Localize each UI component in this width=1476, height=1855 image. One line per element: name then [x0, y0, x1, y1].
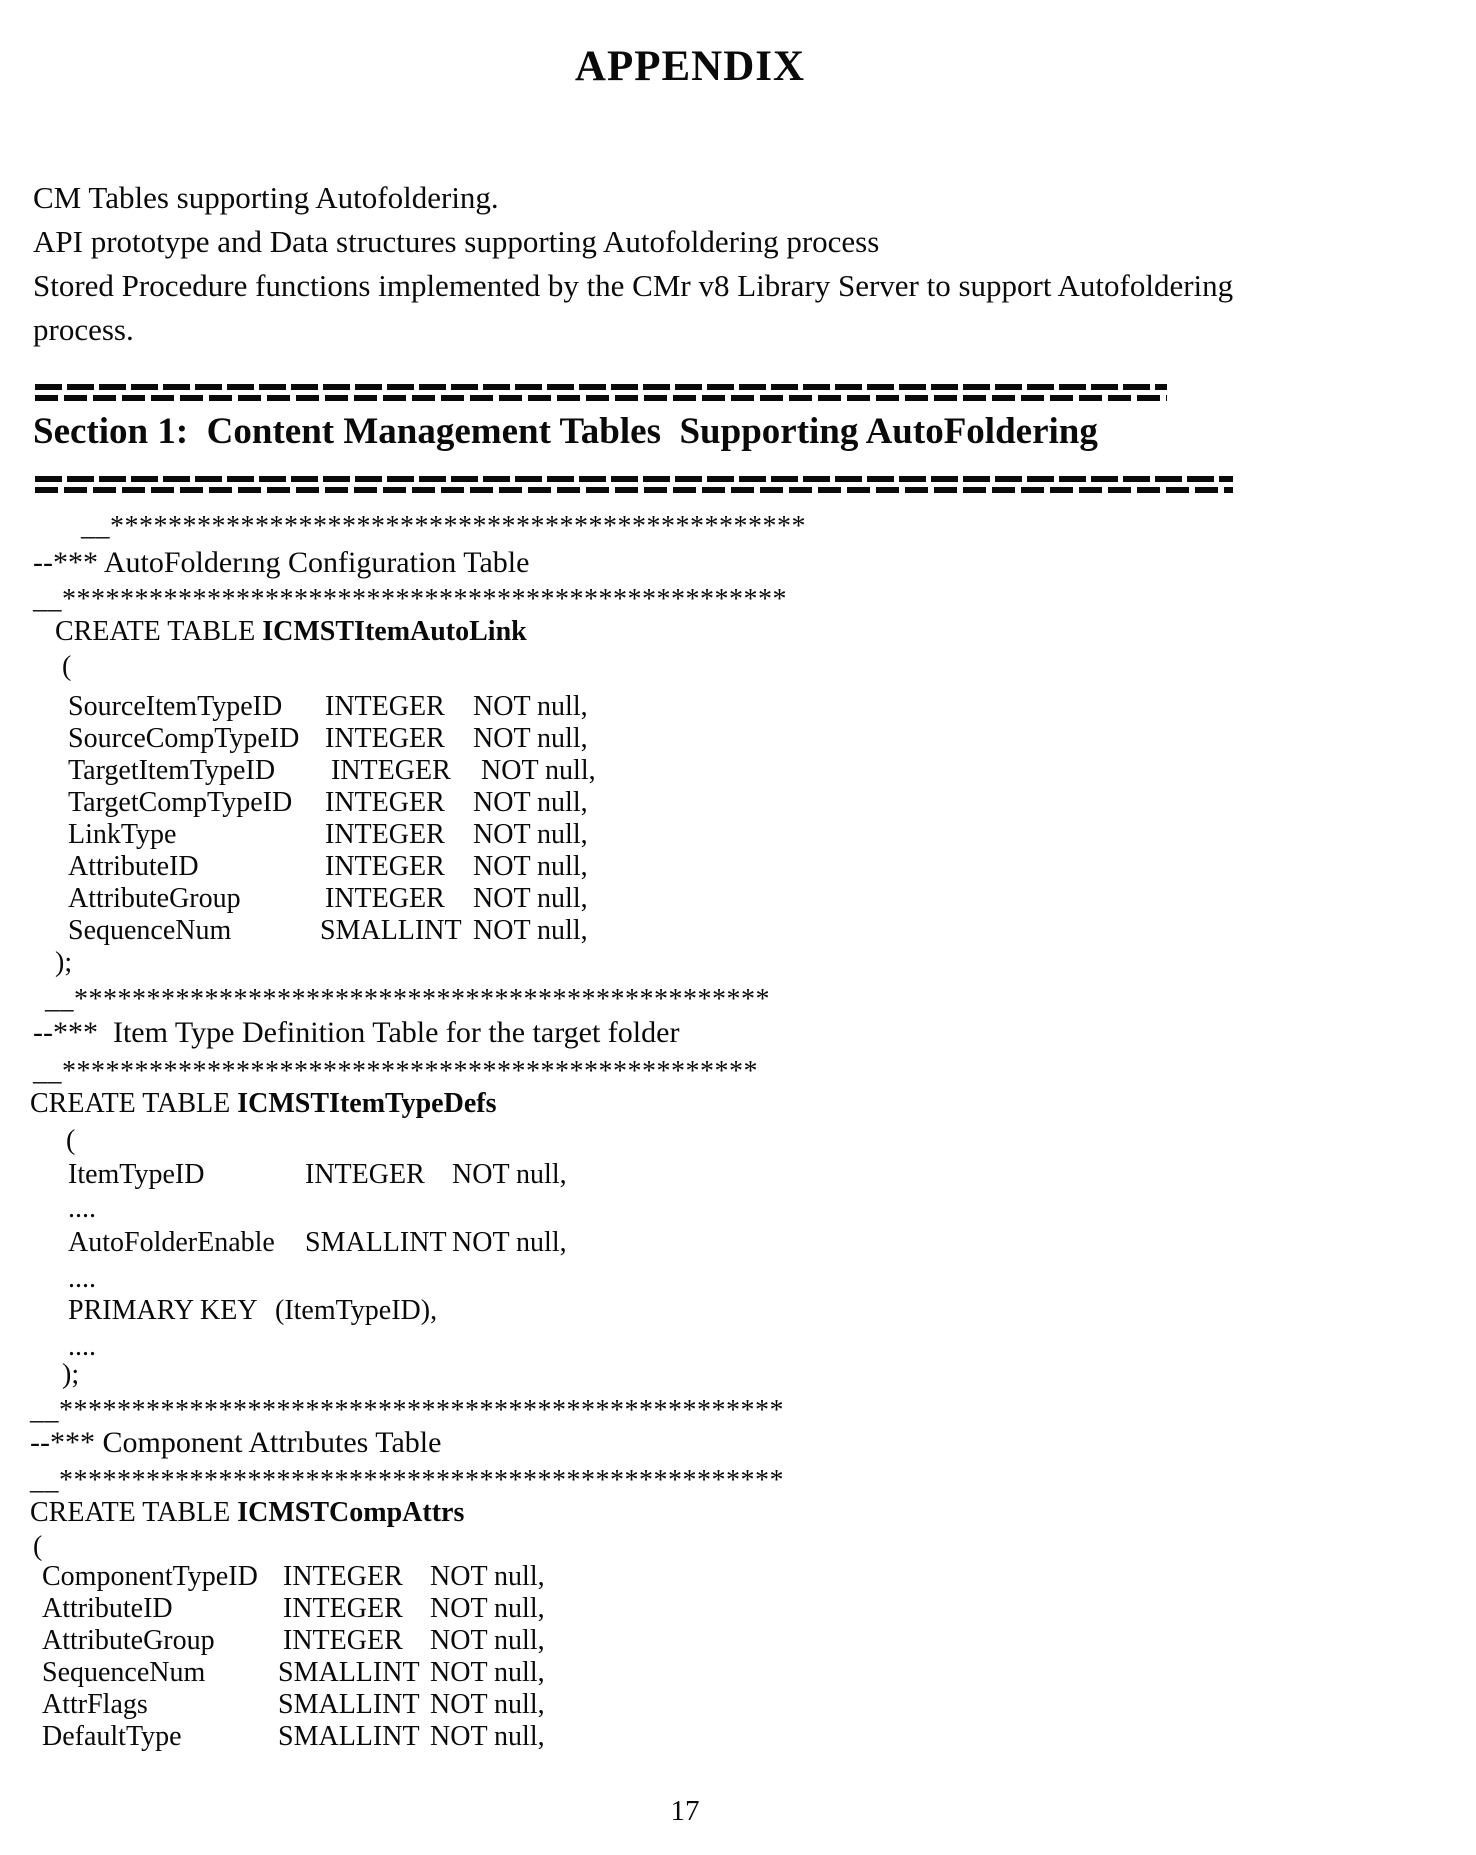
column-null: NOT null,: [430, 1593, 545, 1624]
primary-key-keyword: PRIMARY KEY: [68, 1295, 258, 1326]
column-name: AutoFolderEnable: [68, 1227, 275, 1258]
section-heading: Section 1: Content Management Tables Supporting AutoFoldering: [33, 411, 1098, 452]
column-type: SMALLINT: [278, 1721, 420, 1752]
comment-asterisk-line: __************************************************: [81, 511, 806, 542]
column-null: NOT null,: [430, 1657, 545, 1688]
table-name: ICMSTItemAutoLink: [262, 616, 527, 647]
close-paren: );: [55, 947, 73, 978]
column-null: NOT null,: [481, 755, 596, 786]
column-type: INTEGER: [325, 819, 445, 850]
column-type: INTEGER: [325, 723, 445, 754]
primary-key-columns: (ItemTypeID),: [275, 1295, 438, 1326]
table-name: ICMSTCompAttrs: [237, 1497, 465, 1528]
column-row: [68, 818, 588, 851]
create-table-line: [55, 615, 527, 648]
comment-title: --*** Item Type Definition Table for the target folder: [33, 1016, 680, 1049]
column-name: TargetItemTypeID: [68, 755, 276, 786]
column-name: SourceCompTypeID: [68, 723, 300, 754]
column-name: AttrFlags: [42, 1689, 148, 1720]
column-null: NOT null,: [430, 1561, 545, 1592]
column-row: [68, 914, 588, 947]
column-type: SMALLINT: [305, 1227, 447, 1258]
column-type: SMALLINT: [320, 915, 462, 946]
column-name: AttributeID: [68, 851, 199, 882]
ellipsis-line: ....: [68, 1193, 96, 1224]
column-row: [42, 1688, 545, 1721]
page-title: APPENDIX: [574, 43, 806, 90]
comment-asterisk-line: __************************************************: [45, 984, 770, 1015]
column-null: NOT null,: [452, 1227, 567, 1258]
column-type: INTEGER: [325, 691, 445, 722]
comment-asterisk-line: __************************************************: [33, 1056, 758, 1087]
column-type: INTEGER: [331, 755, 451, 786]
column-row: [68, 850, 588, 883]
column-row: [42, 1720, 545, 1753]
column-name: TargetCompTypeID: [68, 787, 293, 818]
comment-asterisk-line: __**************************************************: [30, 1395, 784, 1426]
column-type: INTEGER: [305, 1159, 425, 1190]
column-null: NOT null,: [473, 723, 588, 754]
column-name: AttributeGroup: [42, 1625, 215, 1656]
column-row: [42, 1656, 545, 1689]
column-name: DefaultType: [42, 1721, 182, 1752]
create-table-keyword: CREATE TABLE: [55, 616, 263, 647]
column-type: INTEGER: [283, 1561, 403, 1592]
open-paren: (: [66, 1125, 76, 1156]
create-table-line: [30, 1496, 464, 1529]
column-name: SourceItemTypeID: [68, 691, 283, 722]
create-table-line: [30, 1087, 496, 1120]
column-row: [68, 786, 588, 819]
open-paren: (: [33, 1531, 43, 1562]
column-row: [68, 882, 588, 915]
column-null: NOT null,: [473, 819, 588, 850]
column-null: NOT null,: [430, 1625, 545, 1656]
create-table-keyword: CREATE TABLE: [30, 1088, 238, 1119]
create-table-keyword: CREATE TABLE: [30, 1497, 238, 1528]
intro-paragraph: [33, 176, 1463, 352]
column-row: [68, 1226, 567, 1259]
column-null: NOT null,: [473, 915, 588, 946]
primary-key-line: [68, 1294, 437, 1327]
column-name: SequenceNum: [42, 1657, 206, 1688]
column-null: NOT null,: [473, 691, 588, 722]
column-name: ComponentTypeID: [42, 1561, 258, 1592]
column-row: [68, 690, 588, 723]
column-type: INTEGER: [325, 883, 445, 914]
intro-line: CM Tables supporting Autofoldering.: [33, 180, 499, 215]
column-row: [68, 722, 588, 755]
column-null: NOT null,: [473, 851, 588, 882]
comment-asterisk-line: __**************************************************: [33, 584, 787, 615]
column-name: AttributeGroup: [68, 883, 241, 914]
column-name: AttributeID: [42, 1593, 173, 1624]
column-name: LinkType: [68, 819, 177, 850]
column-name: SequenceNum: [68, 915, 232, 946]
column-row: [68, 1158, 567, 1191]
column-row: [42, 1560, 545, 1593]
column-null: NOT null,: [430, 1689, 545, 1720]
column-null: NOT null,: [473, 787, 588, 818]
section-divider-top: [35, 384, 1167, 401]
open-paren: (: [62, 651, 72, 682]
comment-asterisk-line: __**************************************************: [30, 1465, 784, 1496]
page-number: 17: [670, 1795, 700, 1827]
comment-title: --*** AutoFolderıng Configuration Table: [33, 546, 530, 579]
column-null: NOT null,: [430, 1721, 545, 1752]
close-paren: );: [62, 1359, 80, 1390]
column-type: INTEGER: [325, 851, 445, 882]
column-type: INTEGER: [283, 1593, 403, 1624]
column-type: SMALLINT: [278, 1657, 420, 1688]
column-row: [68, 754, 596, 787]
ellipsis-line: ....: [68, 1263, 96, 1294]
ellipsis-line: ....: [68, 1331, 96, 1362]
intro-line: API prototype and Data structures supporting Autofoldering process: [33, 224, 880, 259]
column-row: [42, 1592, 545, 1625]
column-null: NOT null,: [452, 1159, 567, 1190]
column-type: SMALLINT: [278, 1689, 420, 1720]
intro-line: process.: [33, 312, 134, 347]
column-null: NOT null,: [473, 883, 588, 914]
intro-line: Stored Procedure functions implemented by the CMr v8 Library Server to support Autofoldering: [33, 268, 1234, 303]
section-divider-bottom: [35, 476, 1233, 493]
column-row: [42, 1624, 545, 1657]
table-name: ICMSTItemTypeDefs: [237, 1088, 497, 1119]
column-name: ItemTypeID: [68, 1159, 205, 1190]
comment-title: --*** Component Attrıbutes Table: [30, 1426, 442, 1459]
column-type: INTEGER: [325, 787, 445, 818]
column-type: INTEGER: [283, 1625, 403, 1656]
